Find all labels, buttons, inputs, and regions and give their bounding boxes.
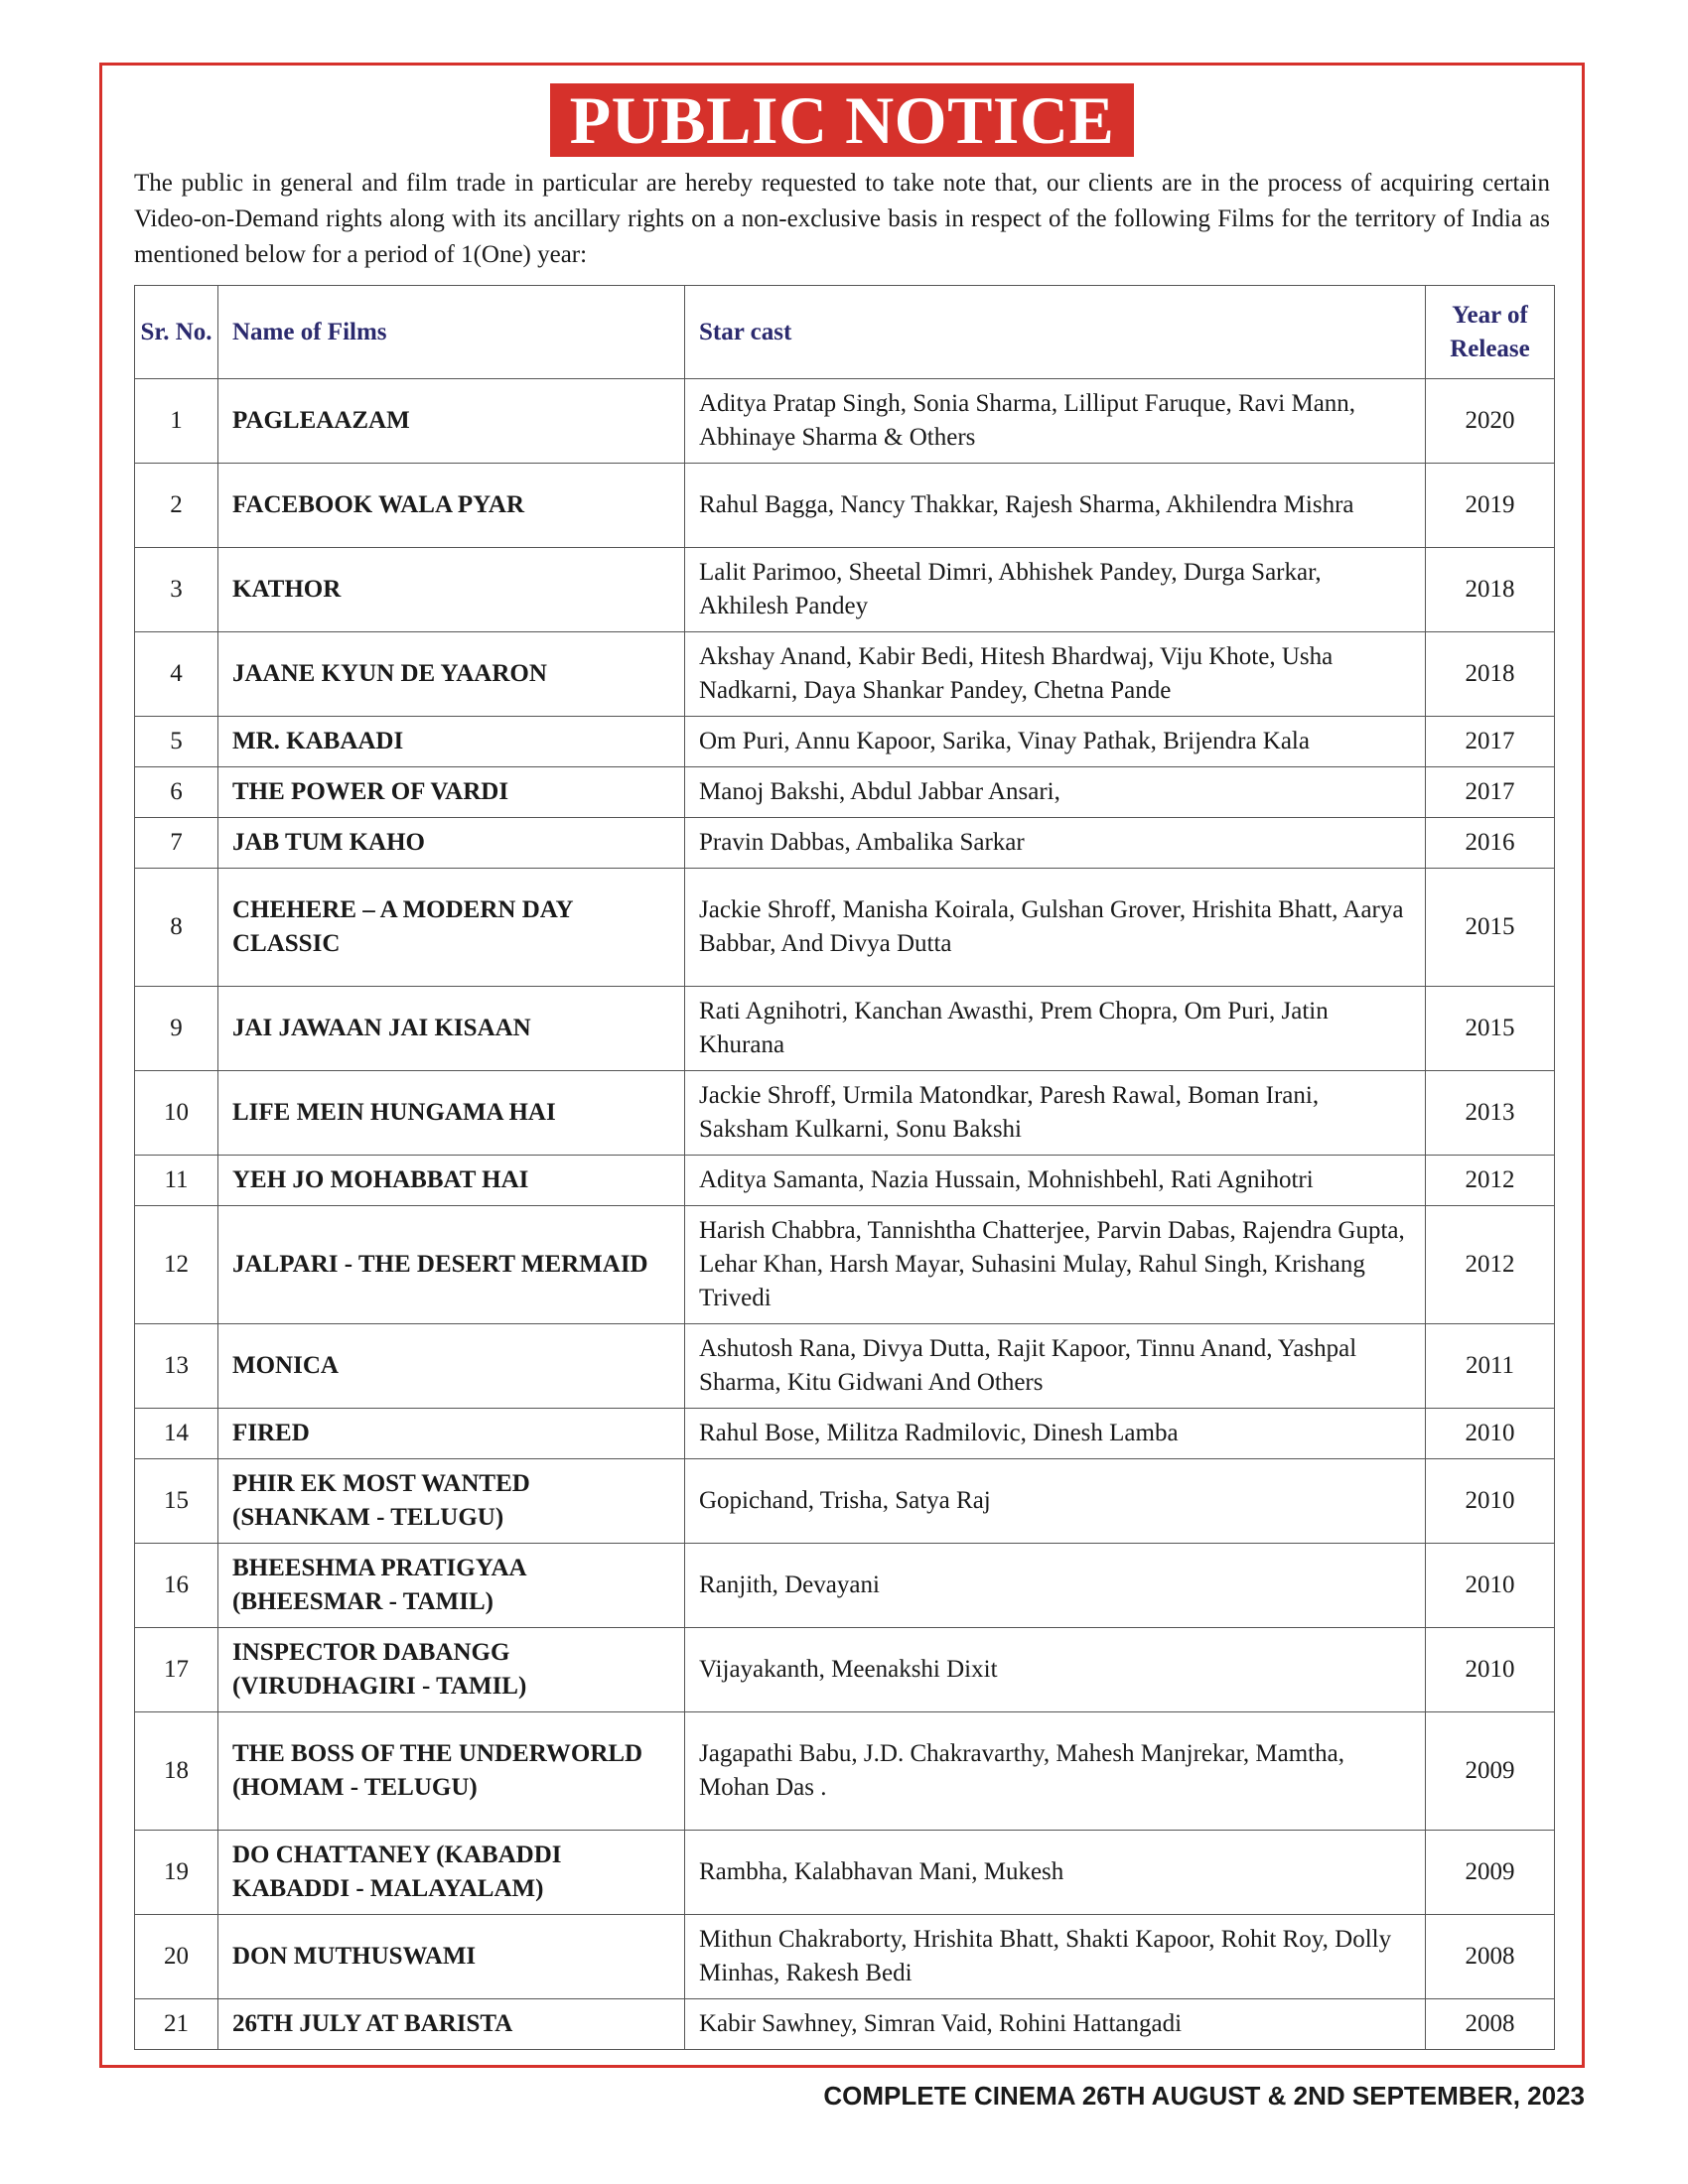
film-name-cell: MR. KABAADI — [218, 717, 685, 767]
films-table-body — [135, 379, 1555, 2050]
sr-no-cell: 3 — [135, 548, 218, 632]
star-cast-cell: Manoj Bakshi, Abdul Jabbar Ansari, — [685, 767, 1426, 818]
film-name-cell: JAB TUM KAHO — [218, 818, 685, 869]
release-year-cell: 2017 — [1426, 767, 1555, 818]
star-cast-cell: Kabir Sawhney, Simran Vaid, Rohini Hattangadi — [685, 1999, 1426, 2050]
film-name-cell: PAGLEAAZAM — [218, 379, 685, 464]
star-cast-cell: Aditya Pratap Singh, Sonia Sharma, Lilliput Faruque, Ravi Mann, Abhinaye Sharma & Others — [685, 379, 1426, 464]
release-year-cell: 2009 — [1426, 1712, 1555, 1831]
release-year-cell: 2011 — [1426, 1324, 1555, 1409]
star-cast-cell: Akshay Anand, Kabir Bedi, Hitesh Bhardwaj, Viju Khote, Usha Nadkarni, Daya Shankar Pandey, Chetna Pande — [685, 632, 1426, 717]
release-year-cell: 2010 — [1426, 1459, 1555, 1544]
star-cast-cell: Rati Agnihotri, Kanchan Awasthi, Prem Chopra, Om Puri, Jatin Khurana — [685, 987, 1426, 1071]
sr-no-cell: 13 — [135, 1324, 218, 1409]
table-row — [135, 717, 1555, 767]
star-cast-cell: Rambha, Kalabhavan Mani, Mukesh — [685, 1831, 1426, 1915]
release-year-cell: 2019 — [1426, 464, 1555, 548]
star-cast-cell: Mithun Chakraborty, Hrishita Bhatt, Shakti Kapoor, Rohit Roy, Dolly Minhas, Rakesh Bedi — [685, 1915, 1426, 1999]
film-name-cell: PHIR EK MOST WANTED (SHANKAM - TELUGU) — [218, 1459, 685, 1544]
table-row — [135, 548, 1555, 632]
intro-paragraph: The public in general and film trade in particular are hereby requested to take note that, our clients are in the process of acquiring certain Video-on-Demand rights along with its ancillary rights on a non-exclusive basis in respect of the following Films for the territory of India as mentioned below for a period of 1(One) year: — [134, 170, 1550, 268]
film-name-cell: KATHOR — [218, 548, 685, 632]
sr-no-cell: 14 — [135, 1409, 218, 1459]
table-row — [135, 818, 1555, 869]
sr-no-cell: 8 — [135, 869, 218, 987]
table-row — [135, 1156, 1555, 1206]
table-row — [135, 464, 1555, 548]
sr-no-cell: 17 — [135, 1628, 218, 1712]
star-cast-cell: Om Puri, Annu Kapoor, Sarika, Vinay Pathak, Brijendra Kala — [685, 717, 1426, 767]
release-year-cell: 2009 — [1426, 1831, 1555, 1915]
film-name-cell: 26TH JULY AT BARISTA — [218, 1999, 685, 2050]
sr-no-cell: 16 — [135, 1544, 218, 1628]
table-row — [135, 1544, 1555, 1628]
footer-publication: COMPLETE CINEMA 26TH AUGUST & 2ND SEPTEMBER, 2023 — [823, 2081, 1585, 2111]
table-row — [135, 767, 1555, 818]
table-row — [135, 1831, 1555, 1915]
release-year-cell: 2020 — [1426, 379, 1555, 464]
release-year-cell: 2012 — [1426, 1156, 1555, 1206]
header-star-cast: Star cast — [685, 286, 1426, 379]
star-cast-cell: Jackie Shroff, Urmila Matondkar, Paresh Rawal, Boman Irani, Saksham Kulkarni, Sonu Bakshi — [685, 1071, 1426, 1156]
table-row — [135, 1915, 1555, 1999]
film-name-cell: FIRED — [218, 1409, 685, 1459]
film-name-cell: THE POWER OF VARDI — [218, 767, 685, 818]
star-cast-cell: Jackie Shroff, Manisha Koirala, Gulshan Grover, Hrishita Bhatt, Aarya Babbar, And Divya Dutta — [685, 869, 1426, 987]
sr-no-cell: 6 — [135, 767, 218, 818]
sr-no-cell: 21 — [135, 1999, 218, 2050]
release-year-cell: 2008 — [1426, 1915, 1555, 1999]
film-name-cell: DON MUTHUSWAMI — [218, 1915, 685, 1999]
sr-no-cell: 2 — [135, 464, 218, 548]
film-name-cell: THE BOSS OF THE UNDERWORLD (HOMAM - TELUGU) — [218, 1712, 685, 1831]
sr-no-cell: 15 — [135, 1459, 218, 1544]
film-name-cell: DO CHATTANEY (KABADDI KABADDI - MALAYALAM) — [218, 1831, 685, 1915]
release-year-cell: 2018 — [1426, 632, 1555, 717]
sr-no-cell: 12 — [135, 1206, 218, 1324]
star-cast-cell: Rahul Bagga, Nancy Thakkar, Rajesh Sharma, Akhilendra Mishra — [685, 464, 1426, 548]
table-header-row — [135, 286, 1555, 379]
release-year-cell: 2017 — [1426, 717, 1555, 767]
table-row — [135, 379, 1555, 464]
table-row — [135, 1071, 1555, 1156]
sr-no-cell: 11 — [135, 1156, 218, 1206]
films-table — [134, 285, 1555, 2050]
film-name-cell: INSPECTOR DABANGG (VIRUDHAGIRI - TAMIL) — [218, 1628, 685, 1712]
header-film-name: Name of Films — [218, 286, 685, 379]
film-name-cell: CHEHERE – A MODERN DAY CLASSIC — [218, 869, 685, 987]
film-name-cell: MONICA — [218, 1324, 685, 1409]
star-cast-cell: Vijayakanth, Meenakshi Dixit — [685, 1628, 1426, 1712]
table-row — [135, 1206, 1555, 1324]
table-row — [135, 869, 1555, 987]
table-row — [135, 1712, 1555, 1831]
notice-frame — [99, 63, 1585, 2068]
release-year-cell: 2013 — [1426, 1071, 1555, 1156]
film-name-cell: FACEBOOK WALA PYAR — [218, 464, 685, 548]
star-cast-cell: Gopichand, Trisha, Satya Raj — [685, 1459, 1426, 1544]
release-year-cell: 2012 — [1426, 1206, 1555, 1324]
film-name-cell: JALPARI - THE DESERT MERMAID — [218, 1206, 685, 1324]
table-row — [135, 1628, 1555, 1712]
release-year-cell: 2010 — [1426, 1409, 1555, 1459]
table-row — [135, 1999, 1555, 2050]
film-name-cell: JAANE KYUN DE YAARON — [218, 632, 685, 717]
star-cast-cell: Jagapathi Babu, J.D. Chakravarthy, Mahesh Manjrekar, Mamtha, Mohan Das . — [685, 1712, 1426, 1831]
title-wrap — [102, 83, 1582, 157]
sr-no-cell: 1 — [135, 379, 218, 464]
star-cast-cell: Ashutosh Rana, Divya Dutta, Rajit Kapoor, Tinnu Anand, Yashpal Sharma, Kitu Gidwani And Others — [685, 1324, 1426, 1409]
sr-no-cell: 7 — [135, 818, 218, 869]
star-cast-cell: Ranjith, Devayani — [685, 1544, 1426, 1628]
release-year-cell: 2015 — [1426, 869, 1555, 987]
header-sr-no: Sr. No. — [135, 286, 218, 379]
star-cast-cell: Rahul Bose, Militza Radmilovic, Dinesh Lamba — [685, 1409, 1426, 1459]
star-cast-cell: Aditya Samanta, Nazia Hussain, Mohnishbehl, Rati Agnihotri — [685, 1156, 1426, 1206]
sr-no-cell: 20 — [135, 1915, 218, 1999]
film-name-cell: YEH JO MOHABBAT HAI — [218, 1156, 685, 1206]
star-cast-cell: Pravin Dabbas, Ambalika Sarkar — [685, 818, 1426, 869]
star-cast-cell: Harish Chabbra, Tannishtha Chatterjee, Parvin Dabas, Rajendra Gupta, Lehar Khan, Harsh Mayar, Suhasini Mulay, Rahul Singh, Krishang Trivedi — [685, 1206, 1426, 1324]
film-name-cell: BHEESHMA PRATIGYAA (BHEESMAR - TAMIL) — [218, 1544, 685, 1628]
sr-no-cell: 5 — [135, 717, 218, 767]
table-row — [135, 1409, 1555, 1459]
header-year: Year of Release — [1426, 286, 1555, 379]
table-row — [135, 1324, 1555, 1409]
table-row — [135, 632, 1555, 717]
release-year-cell: 2010 — [1426, 1628, 1555, 1712]
sr-no-cell: 10 — [135, 1071, 218, 1156]
release-year-cell: 2008 — [1426, 1999, 1555, 2050]
table-row — [135, 987, 1555, 1071]
film-name-cell: JAI JAWAAN JAI KISAAN — [218, 987, 685, 1071]
film-name-cell: LIFE MEIN HUNGAMA HAI — [218, 1071, 685, 1156]
star-cast-cell: Lalit Parimoo, Sheetal Dimri, Abhishek Pandey, Durga Sarkar, Akhilesh Pandey — [685, 548, 1426, 632]
sr-no-cell: 18 — [135, 1712, 218, 1831]
notice-title: PUBLIC NOTICE — [550, 83, 1135, 157]
sr-no-cell: 4 — [135, 632, 218, 717]
release-year-cell: 2016 — [1426, 818, 1555, 869]
release-year-cell: 2018 — [1426, 548, 1555, 632]
release-year-cell: 2015 — [1426, 987, 1555, 1071]
sr-no-cell: 19 — [135, 1831, 218, 1915]
release-year-cell: 2010 — [1426, 1544, 1555, 1628]
sr-no-cell: 9 — [135, 987, 218, 1071]
table-row — [135, 1459, 1555, 1544]
